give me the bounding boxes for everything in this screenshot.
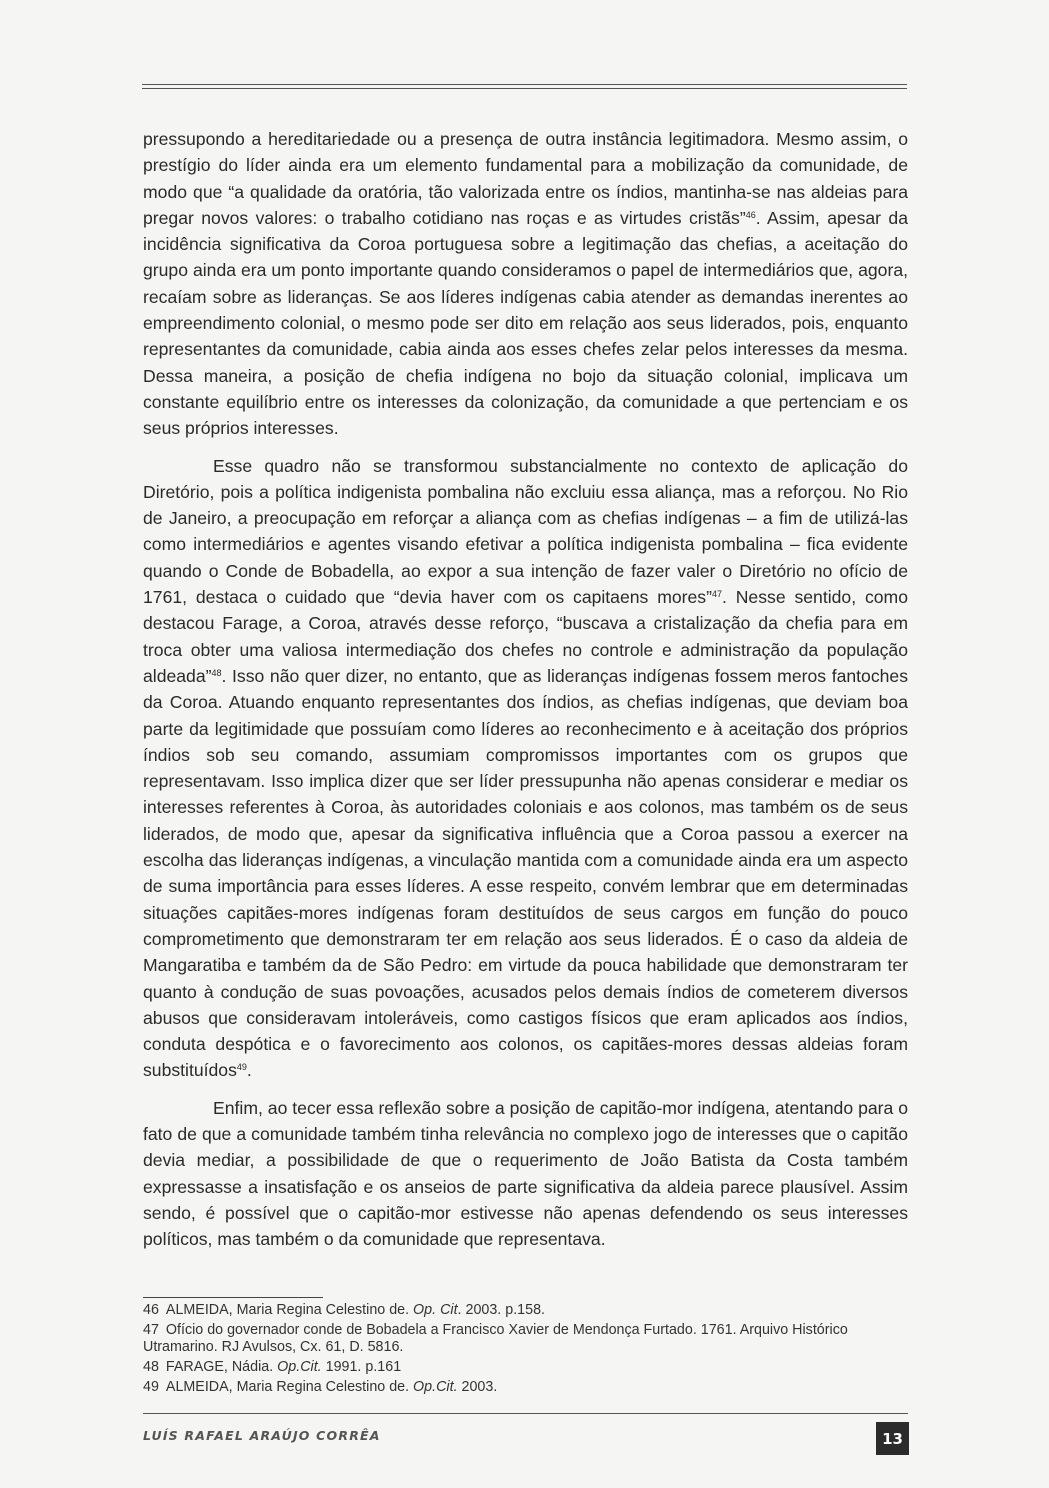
footnote-ref-47[interactable]: 47	[711, 589, 722, 600]
paragraph-1	[143, 126, 908, 442]
footer-author: LUÍS RAFAEL ARAÚJO CORRÊA	[143, 1428, 381, 1443]
footnote-ref-46[interactable]: 46	[745, 209, 756, 220]
footnote-48	[143, 1359, 908, 1376]
footnote-46	[143, 1302, 908, 1319]
footnote-italic: Op. Cit	[413, 1302, 458, 1318]
paragraph-2-text-c: . Isso não quer dizer, no entanto, que as lideranças indígenas fossem meros fantoches da Coroa. Atuando enquanto representantes dos índios, as chefias indígenas, que deviam boa parte da legitimidade que possuíam como líderes ao reconhecimento e à aceitação dos próprios índios sob seu comando, assumiam compromissos importantes com os grupos que representavam. Isso implica dizer que ser líder pressupunha não apenas considerar e mediar os interesses referentes à Coroa, às autoridades coloniais e aos colonos, mas também os de seus liderados, de modo que, apesar da significativa influência que a Coroa passou a exercer na escolha das lideranças indígenas, a vinculação mantida com a comunidade ainda era um aspecto de suma importância para esses líderes. A esse respeito, convém lembrar que em determinadas situações capitães-mores indígenas foram destituídos de seus cargos em função do pouco comprometimento que demonstraram ter em relação aos seus liderados. É o caso da aldeia de Mangaratiba e também da de São Pedro: em virtude da pouca habilidade que demonstraram ter quanto à condução de suas povoações, acusados pelos demais índios de cometerem diversos abusos que consideravam intoleráveis, como castigos físicos que eram aplicados aos índios, conduta despótica e o favorecimento aos colonos, os capitães-mores dessas aldeias foram substituídos	[143, 665, 908, 1081]
paragraph-1-text-b: . Assim, apesar da incidência significativa da Coroa portuguesa sobre a legitimação das chefias, a aceitação do grupo ainda era um ponto importante quando consideramos o papel de intermediários que, agora, recaíam sobre as lideranças. Se aos líderes indígenas cabia atender as demandas inerentes ao empreendimento colonial, o mesmo pode ser dito em relação aos seus liderados, pois, enquanto representantes da comunidade, cabia ainda aos esses chefes zelar pelos interesses da mesma. Dessa maneira, a posição de chefia indígena no bojo da situação colonial, implicava um constante equilíbrio entre os interesses da colonização, da comunidade a que pertenciam e os seus próprios interesses.	[143, 207, 908, 439]
header-rule	[142, 84, 907, 91]
paragraph-2-text-a: Esse quadro não se transformou substancialmente no contexto de aplicação do Diretório, pois a política indigenista pombalina não excluiu essa aliança, mas a reforçou. No Rio de Janeiro, a preocupação em reforçar a aliança com as chefias indígenas – a fim de utilizá-las como intermediários e agentes visando efetivar a política indigenista pombalina – fica evidente quando o Conde de Bobadella, ao expor a sua intenção de fazer valer o Diretório no ofício de 1761, destaca o cuidado que “devia haver com os capitaens mores”	[143, 455, 908, 608]
footnote-text-end: . 2003. p.158.	[457, 1302, 545, 1318]
paragraph-1-text-a: pressupondo a hereditariedade ou a presença de outra instância legitimadora. Mesmo assim, o prestígio do líder ainda era um elemento fundamental para a mobilização da comunidade, de modo que “a qualidade da oratória, tão valorizada entre os índios, mantinha-se nas aldeias para pregar novos valores: o trabalho cotidiano nas roças e as virtudes cristãs”	[143, 129, 908, 228]
footnote-number: 49	[143, 1379, 159, 1395]
footnote-text: Ofício do governador conde de Bobadela a Francisco Xavier de Mendonça Furtado. 1761. Arquivo Histórico Utramarino. RJ Avulsos, Cx. 61, D. 5816.	[143, 1322, 848, 1355]
footnote-number: 48	[143, 1359, 159, 1375]
paragraph-2-text-b: . Nesse sentido, como destacou Farage, a Coroa, através desse reforço, “buscava a cristalização da chefia para em troca obter uma valiosa intermediação dos chefes no controle e administração da população aldeada”	[143, 587, 908, 686]
footnote-italic: Op.Cit.	[277, 1359, 322, 1375]
paragraph-3: Enfim, ao tecer essa reflexão sobre a posição de capitão-mor indígena, atentando para o fato de que a comunidade também tinha relevância no complexo jogo de interesses que o capitão devia mediar, a possibilidade de que o requerimento de João Batista da Costa também expressasse a insatisfação e os anseios de parte significativa da aldeia parece plausível. Assim sendo, é possível que o capitão-mor estivesse não apenas defendendo os seus interesses políticos, mas também o da comunidade que representava.	[143, 1097, 908, 1250]
paragraph-2	[143, 453, 908, 1084]
footnote-text: ALMEIDA, Maria Regina Celestino de.	[165, 1379, 414, 1395]
footnotes	[143, 1302, 908, 1399]
header-rule-line-bottom	[142, 88, 907, 89]
header-rule-line-top	[142, 84, 907, 85]
footnote-47	[143, 1322, 908, 1356]
footnote-number: 46	[143, 1302, 159, 1318]
footnote-ref-48[interactable]: 48	[211, 667, 222, 678]
page-number-badge: 13	[876, 1422, 909, 1455]
footer-rule	[143, 1413, 908, 1414]
footnote-text-end: 1991. p.161	[321, 1359, 402, 1375]
footnote-italic: Op.Cit.	[413, 1379, 458, 1395]
paragraph-2-text-d: .	[246, 1060, 252, 1081]
footnote-text-end: 2003.	[457, 1379, 498, 1395]
footnote-separator	[143, 1297, 323, 1298]
footnote-text: ALMEIDA, Maria Regina Celestino de.	[165, 1302, 414, 1318]
footnote-number: 47	[143, 1322, 159, 1338]
footnote-ref-49[interactable]: 49	[236, 1062, 247, 1073]
body-text	[143, 126, 908, 1263]
footnote-49	[143, 1379, 908, 1396]
footnote-text: FARAGE, Nádia.	[165, 1359, 278, 1375]
